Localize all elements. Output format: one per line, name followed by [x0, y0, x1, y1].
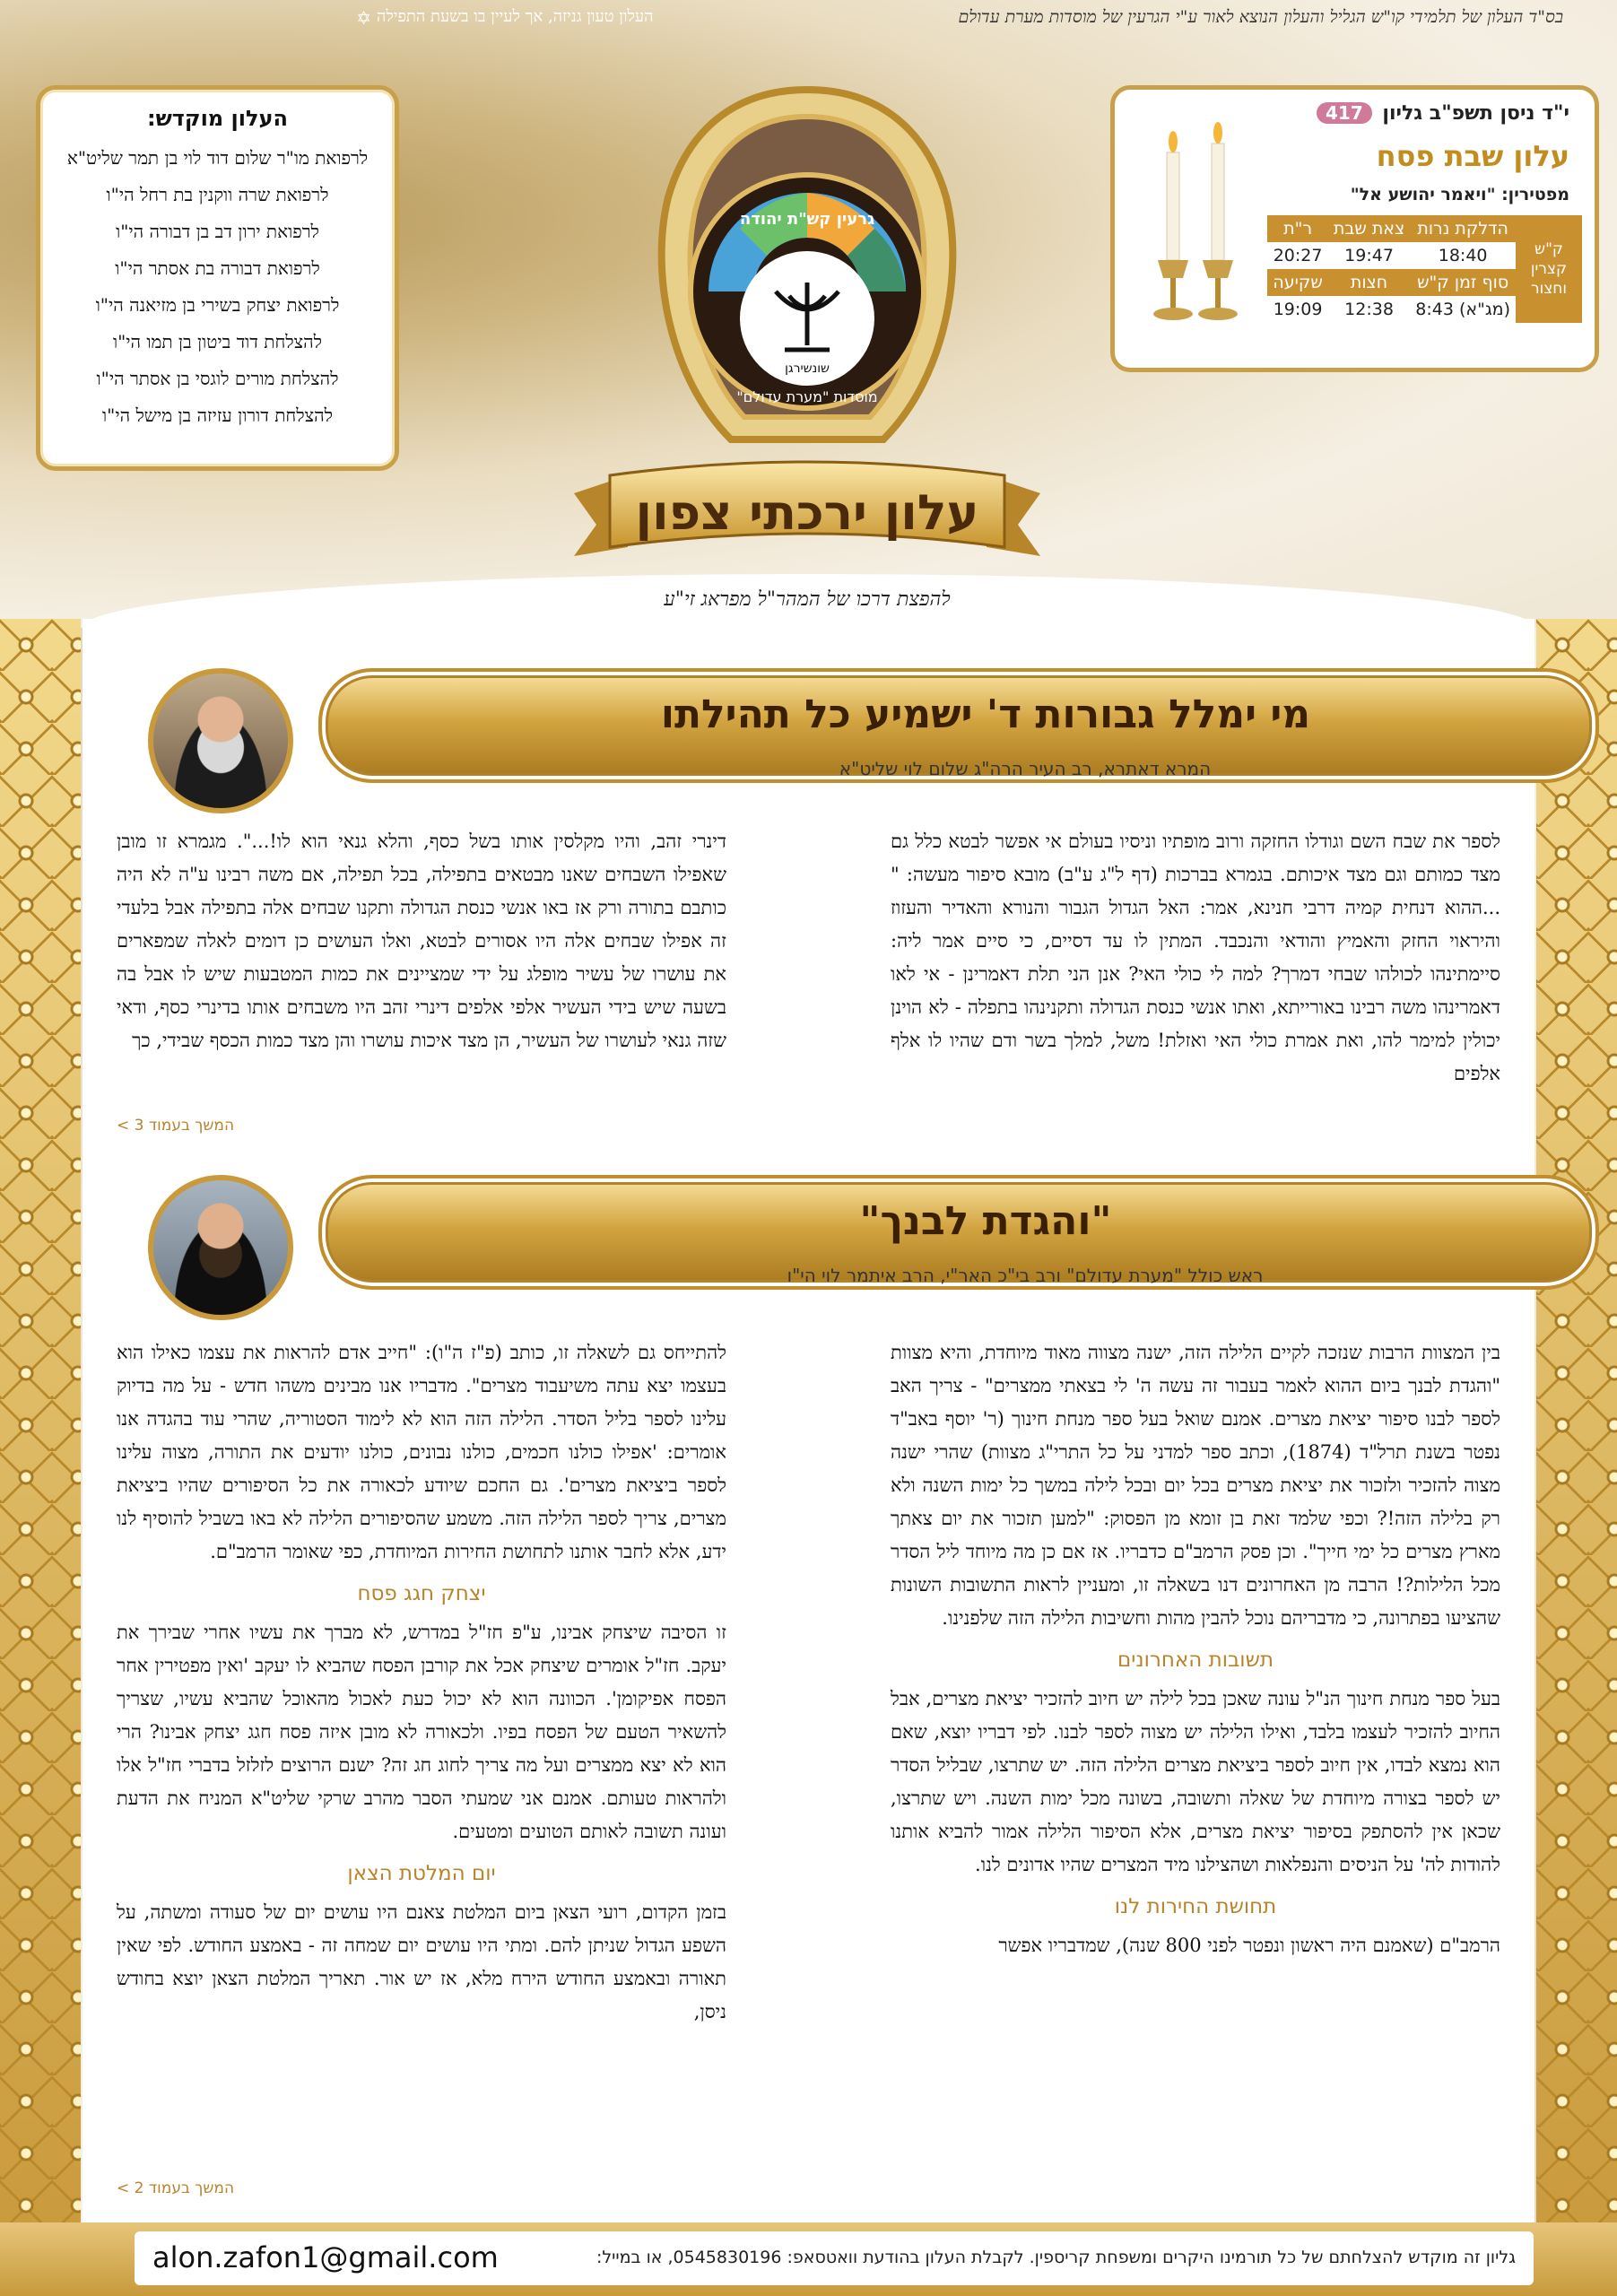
- article2-text: להתייחס גם לשאלה זו, כותב (פ"ז ה"ו): "חייב אדם להראות את עצמו כאילו הוא בעצמו יצא עתה משיעבוד מצרים". מדבריו אנו מבינים משהו חדש - על מה בדיוק עלינו לספר בליל הסדר. הלילה הזה הוא לא לימוד הסטוריה, שהרי עוד בהגדה אנו אומרים: 'אפילו כולנו חכמים, כולנו נבונים, כולנו יודעים את התורה, מצוה עלינו לספר ביציאת מצרים'. גם החכם שיודע לכאורה את כל הסיפורים שהיו ביציאת מצרים, צריך לספר הלילה הזה. משמע שהסיפורים הלילה לא באו בשביל להוסיף לנו ידע, אלא לחבר אותנו לתחושת החירות המיוחדת, כפי שאומר הרמב"ם.: [117, 1342, 726, 1562]
- top-genizah-note: העלון טעון גניזה, אך לעיין בו בשעת התפילה: [377, 7, 654, 26]
- article1-byline: המרא דאתרא, רב העיר הרה"ג שלום לוי שליט"א: [839, 758, 1212, 779]
- logo-bottom-text: מוסדות "מערת עדולם": [736, 388, 878, 405]
- article2-text: בעל ספר מנחת חינוך הנ"ל עונה שאכן בכל לילה יש חיוב להזכיר יציאת מצרים, אבל החיוב להזכיר לעצמו בלבד, ואילו הלילה יש מצוה לספר לבנו. לפי דבריו יוצא, שאם הוא נמצא לבדו, אין חיוב לספר ביציאת מצרים הלילה הזה. יש שתרצו, שבליל הסדר יש לספר בצורה מיוחדת של שאלה ותשובה, בשונה מכל ימות השנה. ויש שתרצו, שכאן אין להסתפק בסיפור יציאת מצרים, אלא הסיפור הלילה אמור להביא אותנו להודות לה' על הניסים והנפלאות ושהצילנו מיד המצרים שהיו אדונים לנו.: [891, 1688, 1500, 1875]
- article2-column-right: [891, 1336, 1500, 1962]
- top-header-text: בס"ד העלון של תלמידי קו"ש הגליל והעלון הנוצא לאור ע"י הגרעין של מוסדות מערת עדולם: [958, 7, 1563, 27]
- author-photo-rabbi-levi: [148, 668, 293, 813]
- article2-subheading: יום המלטת הצאן: [347, 1862, 496, 1885]
- article2-text: בזמן הקדום, רועי הצאן ביום המלטת צאנם היו עושים יום של סעודה ומשתה, על השפע הגדול שניתן להם. ומתי היו עושים יום שמחה זה - באמצע החודש. לפי שאין תאורה ובאמצע החודש הירח מלא, אז יש אור. תאריך המלטת הצאן יוצא בחודש ניסן,: [117, 1901, 726, 2022]
- dedication-item: לרפואת שרה ווקנין בת רחל הי"ו: [106, 184, 329, 205]
- dedication-item: לרפואת יצחק בשירי בן מזיאנה הי"ו: [95, 294, 340, 316]
- haftarah-line: מפטירין: "ויאמר יהושע אל": [1350, 185, 1569, 204]
- article2-continued-link[interactable]: המשך בעמוד 2 >: [117, 2179, 235, 2197]
- zmanim-header: חצות: [1328, 269, 1410, 296]
- article2-byline: ראש כולל "מערת עדולם" ורב בי"כ האר"י, הרב איתמר לוי הי"ו: [787, 1265, 1264, 1286]
- issue-date: [1313, 102, 1569, 125]
- star-of-david-icon: ✡: [356, 7, 371, 29]
- dedication-item: להצלחת דורון עזיזה בן מישל הי"ו: [102, 404, 333, 426]
- footer-text: גליון זה מוקדש להצלחתם של כל תורמינו היקרים ומשפחת קריספין. לקבלת העלון בהודעת וואטסאפ: 0545830196, או במייל:: [596, 2248, 1516, 2267]
- dedication-box: [36, 85, 399, 471]
- zmanim-location-label: ק"ש קצרין וחצור: [1516, 215, 1582, 323]
- dedication-item: לרפואת דבורה בת אסתר הי"ו: [115, 257, 320, 279]
- article2-subheading: יצחק חגג פסח: [357, 1582, 486, 1605]
- article2-subheading: תחושת החירות לנו: [1114, 1895, 1277, 1918]
- logo-arc-text: גרעין קש"ת יהודה: [739, 210, 875, 229]
- shabbat-candles-icon: [1131, 108, 1265, 332]
- issue-info-box: [1110, 85, 1599, 372]
- zmanim-header: הדלקת נרות: [1410, 215, 1516, 242]
- article2-title: "והגדת לבנך": [859, 1198, 1112, 1244]
- issue-number-badge: 417: [1317, 102, 1372, 124]
- dedication-item: להצלחת דוד ביטון בן תמו הי"ו: [112, 331, 323, 352]
- article1-continued-link[interactable]: המשך בעמוד 3 >: [117, 1117, 235, 1135]
- zmanim-value: 19:47: [1344, 246, 1394, 265]
- article2-text: זו הסיבה שיצחק אבינו, ע"פ חז"ל במדרש, לא מברך את עשיו אחרי שבירך את יעקב. חז"ל אומרים שיצחק אכל את קורבן הפסח שהביא לו יעקב 'ואין מפטירין אחר הפסח אפיקומן'. הכוונה הוא לא יכול כעת לאכול מהאוכל שהביא עשיו, שצריך להשאיר הטעם של הפסח בפיו. ולכאורה לא מובן איזה פסח חגג יצחק אבינו? הרי הוא לא יצא ממצרים ועל מה צריך לחוג חג זה? ישנם הרוצים לזלזל בדברי חז"ל אלו ולהראות טעותם. אמנם אני שמעתי הסבר מהרב שרקי שליט"א המניח את הדעת ועונה תשובה לאותם הטועים ומטעים.: [117, 1622, 726, 1842]
- zmanim-header: סוף זמן ק"ש: [1410, 269, 1516, 296]
- dedication-list: [40, 140, 395, 434]
- institution-logo: [632, 81, 982, 493]
- dedication-title: העלון מוקדש:: [146, 106, 288, 131]
- logo-inner-text: שונשירגן: [785, 361, 830, 376]
- article2-text: הרמב"ם (שאמנם היה ראשון ונפטר לפני 800 שנה), שמדבריו אפשר: [998, 1935, 1500, 1956]
- zmanim-header: צאת שבת: [1328, 215, 1410, 242]
- dedication-item: לרפואת מו"ר שלום דוד לוי בן תמר שליט"א: [66, 147, 369, 169]
- issue-date-text: י"ד ניסן תשפ"ב גליון: [1382, 102, 1569, 125]
- zmanim-value: 18:40: [1438, 246, 1488, 265]
- zmanim-table: [1267, 215, 1582, 323]
- zmanim-value: (מג"א) 8:43: [1415, 300, 1510, 319]
- article1-text: לספר את שבח השם וגודלו החזקה ורוב מופתיו וניסיו בעולם אי אפשר לבטא כלל גם מצד כמותם וגם מצד איכותם. בגמרא בברכות (דף ל"ג ע"ב) מובא סיפור מעשה: " ...ההוא דנחית קמיה דרבי חנינא, אמר: האל הגדול הגבור והנורא והאדיר והעזוז והיראוי החזק והאמיץ והודאי והנכבד. המתין לו עד דסיים, כי סיים אמר ליה: סיימתינהו לכולהו שבחי דמרך? למה לי כולי האי? אנן הני תלת דאמרינן - אי לאו דאמרינהו משה רבינו באורייתא, ואתו אנשי כנסת הגדולה ותקנינהו בתפלה - לא הוינן יכולין למימר להו, ואת אמרת כולי האי ואזלת! משל, למלך בשר ודם שהיו לו אלף אלפים: [891, 831, 1500, 1084]
- zmanim-value: 19:09: [1273, 300, 1323, 319]
- article1-column-left: [117, 825, 726, 1057]
- zmanim-header: שקיעה: [1267, 269, 1328, 296]
- dedication-item: להצלחת מורים לוגסי בן אסתר הי"ו: [96, 368, 339, 389]
- quilted-border-left: [0, 619, 81, 2260]
- quilted-border-right: [1536, 619, 1617, 2260]
- article1-text: דינרי זהב, והיו מקלסין אותו בשל כסף, והלא גנאי הוא לו!...". מגמרא זו מובן שאפילו השבחים שאנו מבטאים בתפילה, בכל תפילה, אם משה רבינו ע"ה לא היה כותבם בתורה ורק אז באו אנשי כנסת הגדולה ותקנו שבחים אלה בתפילה אבל בלעדי זה אפילו שבחים אלה היו אסורים לבטא, ואלו העושים כן דומים לאלה שמפארים את עושרו של עשיר מופלג על ידי שמציינים את כמות המטבעות שיש לו אבל בה בשעה שיש בידי העשיר אלפי אלפים דינרי זהב היו משבחים אותו בדינרי כסף, ודאי שזה גנאי לעושרו של העשיר, הן מצד איכות עושרו והן מצד כמות הכסף שבידי, כך: [117, 831, 726, 1051]
- zmanim-header: ר"ת: [1267, 215, 1328, 242]
- contact-email[interactable]: alon.zafon1@gmail.com: [152, 2240, 499, 2274]
- zmanim-value: 12:38: [1344, 300, 1394, 319]
- article2-column-left: [117, 1336, 726, 2029]
- article1-title: מי ימלל גבורות ד' ישמיע כל תהילתו: [660, 691, 1311, 737]
- dedication-item: לרפואת ירון דב בן דבורה הי"ו: [116, 221, 319, 242]
- newsletter-title: עלון ירכתי צפון: [635, 484, 979, 541]
- author-photo-rabbi-itamar-levi: [148, 1175, 293, 1320]
- issue-title: עלון שבת פסח: [1376, 139, 1569, 173]
- article2-subheading: תשובות האחרונים: [1117, 1648, 1274, 1672]
- newsletter-tagline: להפצת דרכו של המהר"ל מפראג זי"ע: [664, 588, 951, 611]
- zmanim-value: 20:27: [1273, 246, 1323, 265]
- article2-text: בין המצוות הרבות שנזכה לקיים הלילה הזה, ישנה מצווה מאוד מיוחדת, והיא מצוות "והגדת לבנך ביום ההוא לאמר בעבור זה עשה ה' לי בצאתי ממצרים" - צריך האב לספר לבנו סיפור יציאת מצרים. אמנם שואל בעל ספר מנחת חינוך (ר' יוסף באב"ד נפטר בשנת תרל"ד (1874), וכתב ספר למדני על כל התרי"ג מצוות) שהרי ישנה מצוה להזכיר ולזכור את יציאת מצרים בכל יום ובכל לילה במשך כל ימות השנה ולא רק בלילה הזה!? וכפי שלמד זאת בן זומא מן הפסוק: "למען תזכור את יום צאתך מארץ מצרים כל ימי חייך". וכן פסק הרמב"ם כדבריו. אז אם כן מה מיוחד ליל הסדר מכל הלילות?! הרבה מן האחרונים דנו בשאלה זו, ומעניין לראות התשובות השונות שהציעו בפתרונה, כי מדבריהם נוכל להבין מהות וחשיבות הלילה הזה שלפנינו.: [891, 1342, 1500, 1629]
- footer-box: [135, 2231, 1534, 2285]
- article1-column-right: [891, 825, 1500, 1091]
